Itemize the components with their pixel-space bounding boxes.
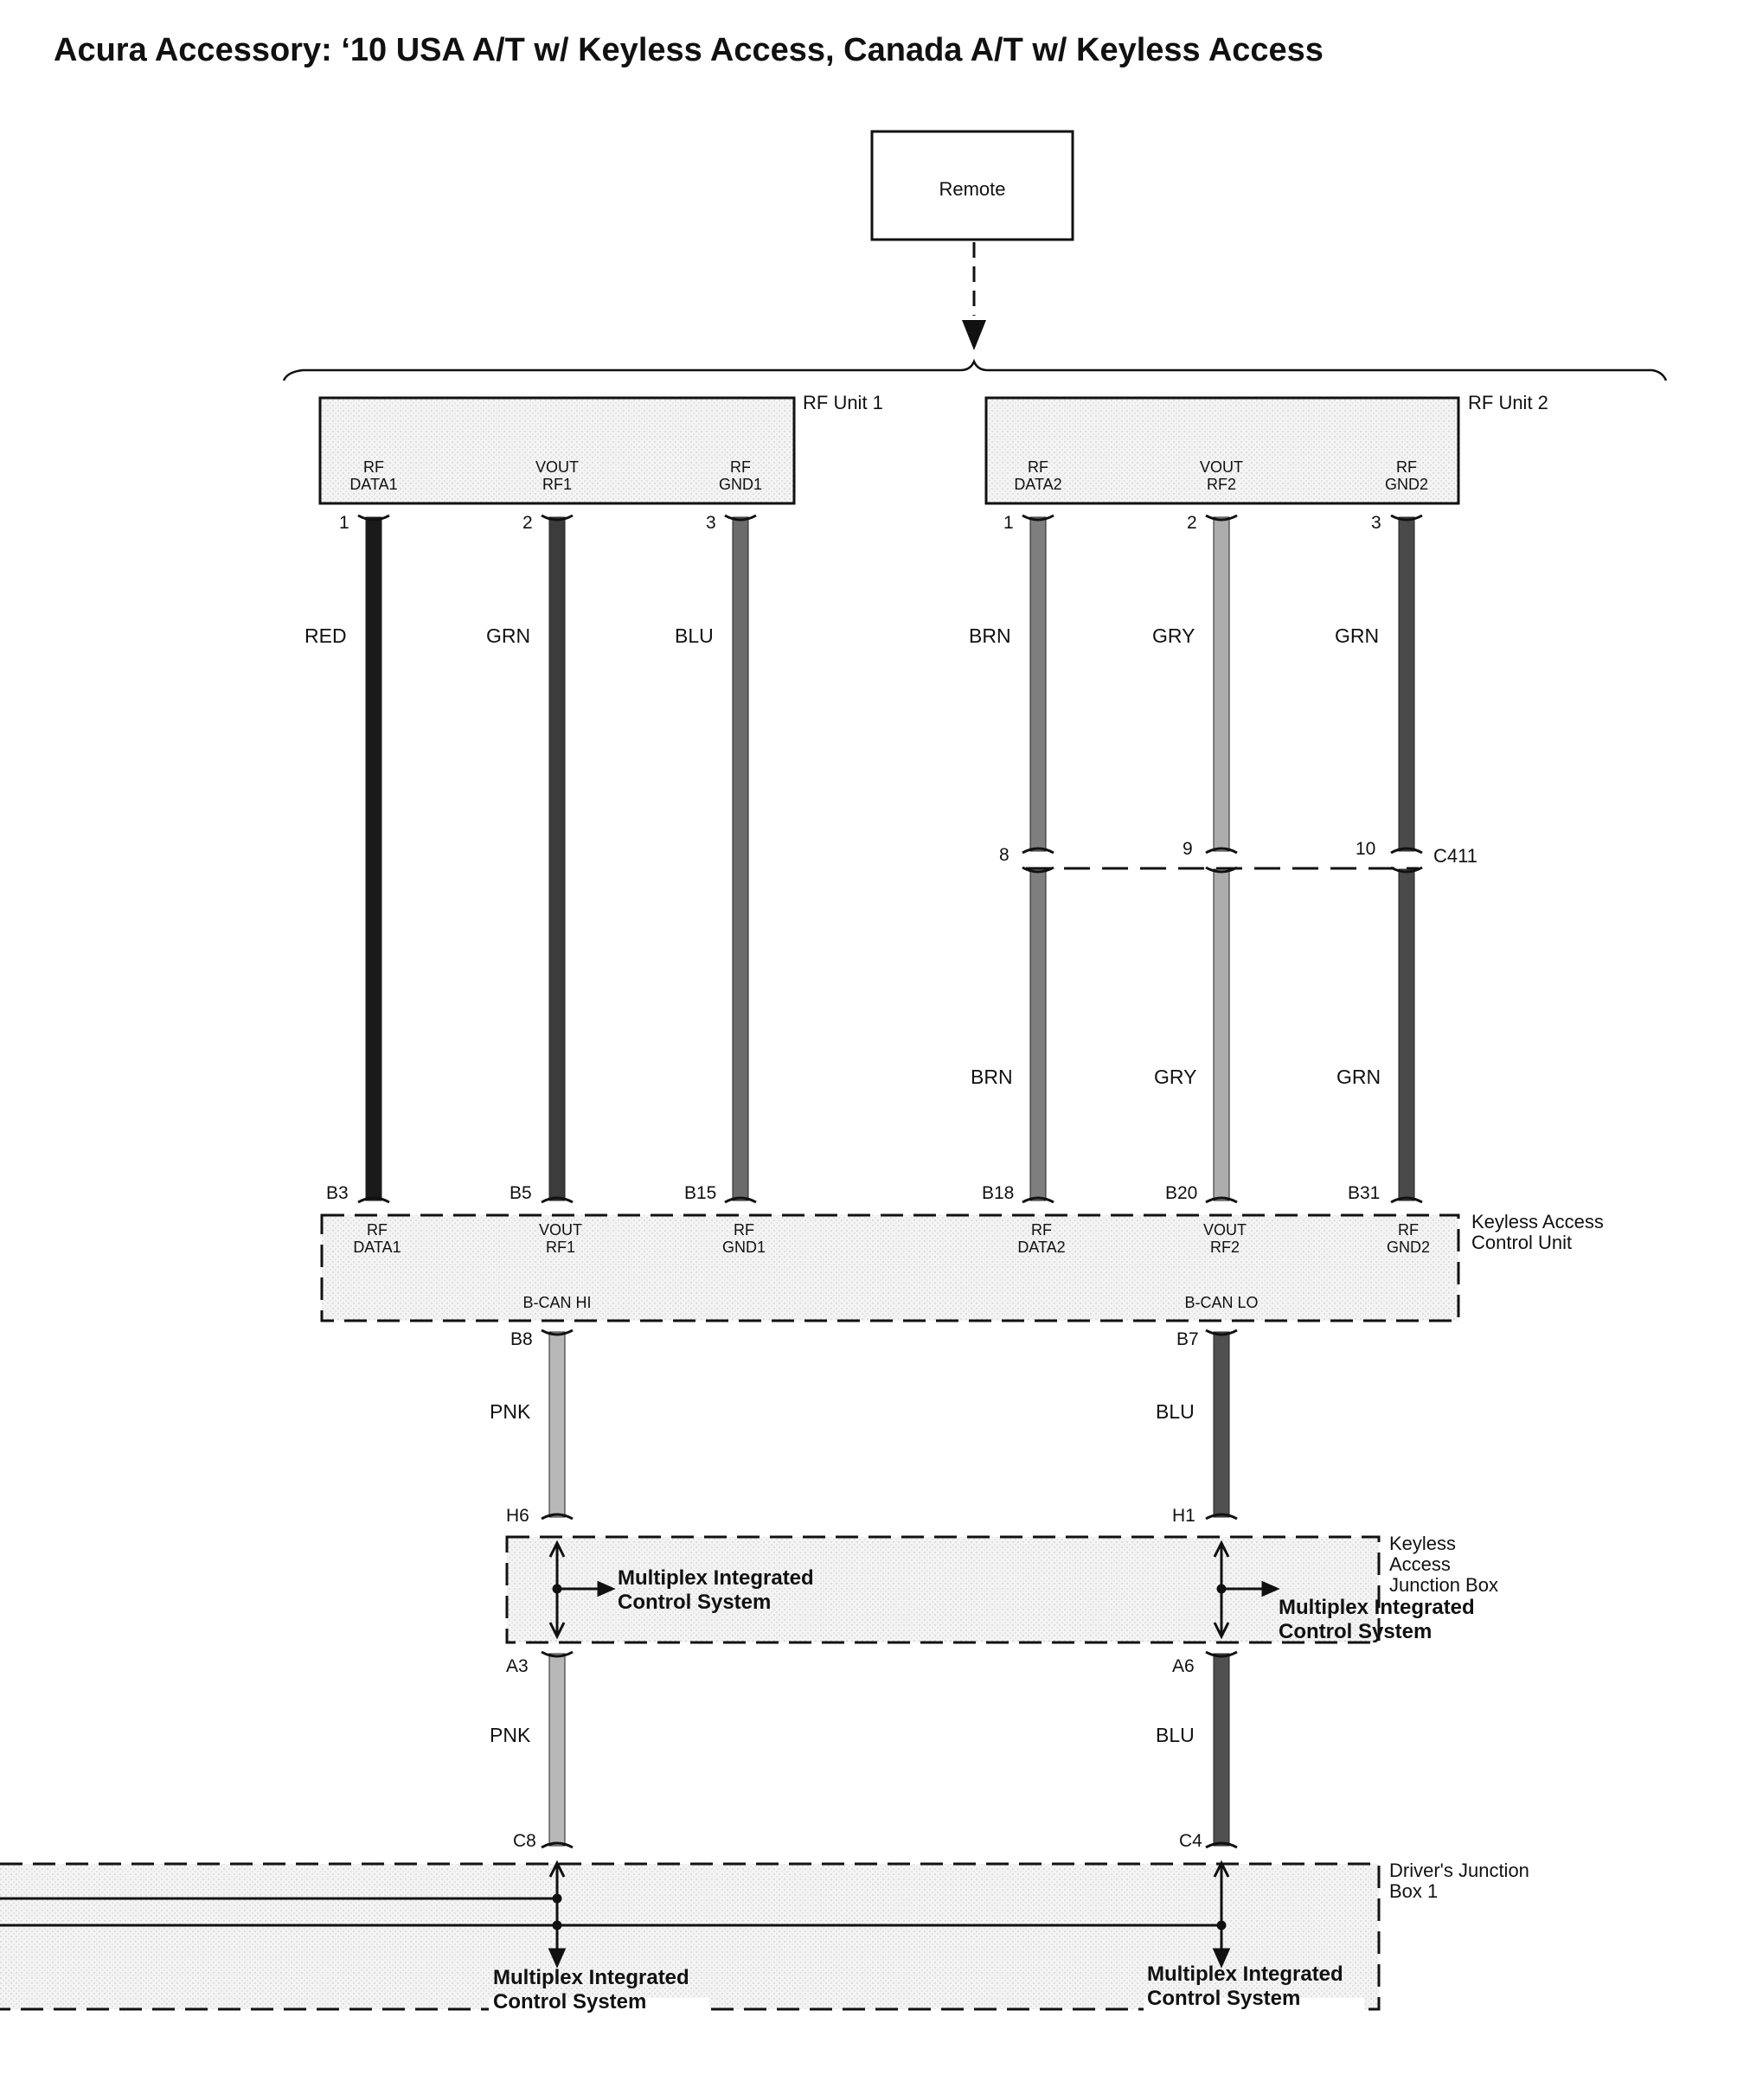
rf1-pin-label: DATA1 (349, 476, 398, 493)
c411-label: C411 (1433, 845, 1477, 867)
mics-label: Control System (618, 1591, 772, 1614)
djb-label: Driver's Junction (1389, 1860, 1529, 1881)
brace (284, 362, 1666, 381)
djb-terminal: C4 (1179, 1831, 1202, 1851)
kajb-label: Junction Box (1389, 1574, 1498, 1596)
kacu-pin-label: RF (1398, 1221, 1419, 1239)
wire-color-label: RED (304, 624, 347, 647)
kacu-pin-label: RF (734, 1221, 754, 1239)
kacu-label: Keyless Access (1471, 1211, 1604, 1232)
wire-color-label: BRN (971, 1066, 1013, 1088)
mics-label: Control System (493, 1990, 647, 2014)
kacu-terminal: B18 (982, 1183, 1015, 1203)
bcan-lo-label: B-CAN LO (1184, 1294, 1259, 1311)
kacu-pin-label: DATA2 (1017, 1239, 1066, 1256)
rf2-pin-label: GND2 (1384, 476, 1429, 493)
rf1-pin-label: RF1 (542, 476, 573, 493)
wire-color-label: GRN (1335, 624, 1380, 647)
kacu-terminal: B15 (684, 1183, 717, 1203)
wire-gry-lower (1214, 869, 1229, 1200)
wire-color-label: GRN (486, 624, 531, 647)
rf1-pin-label: RF (730, 458, 751, 476)
kacu-out-terminal: B8 (510, 1329, 533, 1349)
c411-pin-number: 10 (1356, 839, 1376, 859)
kajb-label: Access (1389, 1553, 1451, 1575)
wire-color-label: GRY (1154, 1066, 1197, 1088)
djb-label: Box 1 (1389, 1880, 1439, 1902)
wire-group (366, 517, 1414, 1846)
wire-color-label: BLU (1156, 1400, 1195, 1423)
mics-label: Multiplex Integrated (1147, 1962, 1343, 1986)
wire-color-label: BLU (1156, 1724, 1195, 1746)
kacu-pin-label: VOUT (538, 1221, 583, 1239)
rf1-pin-label: VOUT (535, 458, 580, 476)
mics-label: Multiplex Integrated (493, 1966, 689, 1989)
rf-unit-1-label: RF Unit 1 (803, 392, 883, 413)
wire-grn-upper (1399, 517, 1414, 851)
wire-red (366, 517, 381, 1200)
wire-brn-lower (1030, 869, 1046, 1200)
wire-pnk-upper (549, 1332, 565, 1517)
kacu-box (322, 1215, 1458, 1321)
wire-brn-upper (1030, 517, 1046, 851)
kajb-terminal: H6 (506, 1506, 529, 1526)
kacu-pin-label: GND1 (721, 1239, 766, 1256)
kacu-pin-label: RF2 (1209, 1239, 1240, 1256)
remote-label: Remote (939, 178, 1006, 200)
rf-unit-2-label: RF Unit 2 (1468, 392, 1548, 413)
kacu-terminal: B20 (1165, 1183, 1198, 1203)
wire-color-label: BRN (969, 624, 1011, 647)
kacu-pin-label: DATA1 (353, 1239, 401, 1256)
remote-signal-arrow (962, 320, 986, 350)
rf1-pin-number: 2 (522, 513, 533, 533)
rf2-pin-number: 3 (1371, 513, 1381, 533)
mics-label: Multiplex Integrated (1279, 1596, 1475, 1619)
kacu-pin-label: VOUT (1202, 1221, 1247, 1239)
rf2-pin-label: VOUT (1199, 458, 1244, 476)
kacu-pin-label: RF1 (545, 1239, 576, 1256)
rf1-pin-number: 3 (706, 513, 716, 533)
kacu-pin-label: RF (367, 1221, 388, 1239)
kacu-pin-label: RF (1031, 1221, 1052, 1239)
kajb-label: Keyless (1389, 1533, 1457, 1554)
rf1-pin-number: 1 (339, 513, 349, 533)
kacu-label: Control Unit (1471, 1232, 1573, 1253)
mics-label: Control System (1279, 1620, 1433, 1643)
wire-color-label: PNK (490, 1400, 531, 1423)
wire-grn-lower (1399, 869, 1414, 1200)
rf2-pin-label: RF (1028, 458, 1048, 476)
kacu-terminal: B31 (1348, 1183, 1381, 1203)
rf2-pin-number: 2 (1187, 513, 1197, 533)
wire-blu-upper (1214, 1332, 1229, 1517)
djb-terminal: C8 (513, 1831, 536, 1851)
c411-pin-number: 8 (999, 845, 1010, 865)
wire-blu (733, 517, 748, 1200)
rf1-pin-label: GND1 (718, 476, 763, 493)
mics-label: Control System (1147, 1987, 1301, 2010)
rf2-pin-label: RF2 (1206, 476, 1237, 493)
rf2-pin-label: RF (1396, 458, 1417, 476)
rf1-pin-label: RF (363, 458, 384, 476)
kajb-terminal: H1 (1172, 1506, 1195, 1526)
kacu-pin-label: GND2 (1386, 1239, 1431, 1256)
page-title: Acura Accessory: ‘10 USA A/T w/ Keyless Access, Canada A/T w/ Keyless Access (54, 32, 1324, 68)
wire-color-label: GRY (1152, 624, 1195, 647)
wire-pnk-lower (549, 1654, 565, 1846)
terminal-caps (358, 515, 1422, 1847)
wire-gry-upper (1214, 517, 1229, 851)
wire-color-label: GRN (1336, 1066, 1381, 1088)
kajb-terminal: A3 (506, 1656, 529, 1676)
kajb-terminal: A6 (1172, 1656, 1195, 1676)
kacu-out-terminal: B7 (1176, 1329, 1199, 1349)
kacu-terminal: B5 (510, 1183, 532, 1203)
wire-color-label: PNK (490, 1724, 531, 1746)
wire-blu-lower (1214, 1654, 1229, 1846)
rf2-pin-number: 1 (1003, 513, 1014, 533)
kacu-terminal: B3 (326, 1183, 349, 1203)
rf2-pin-label: DATA2 (1014, 476, 1062, 493)
bcan-hi-label: B-CAN HI (522, 1294, 592, 1311)
wire-grn (549, 517, 565, 1200)
wire-color-label: BLU (675, 624, 714, 647)
c411-pin-number: 9 (1183, 839, 1193, 859)
mics-label: Multiplex Integrated (618, 1566, 814, 1590)
